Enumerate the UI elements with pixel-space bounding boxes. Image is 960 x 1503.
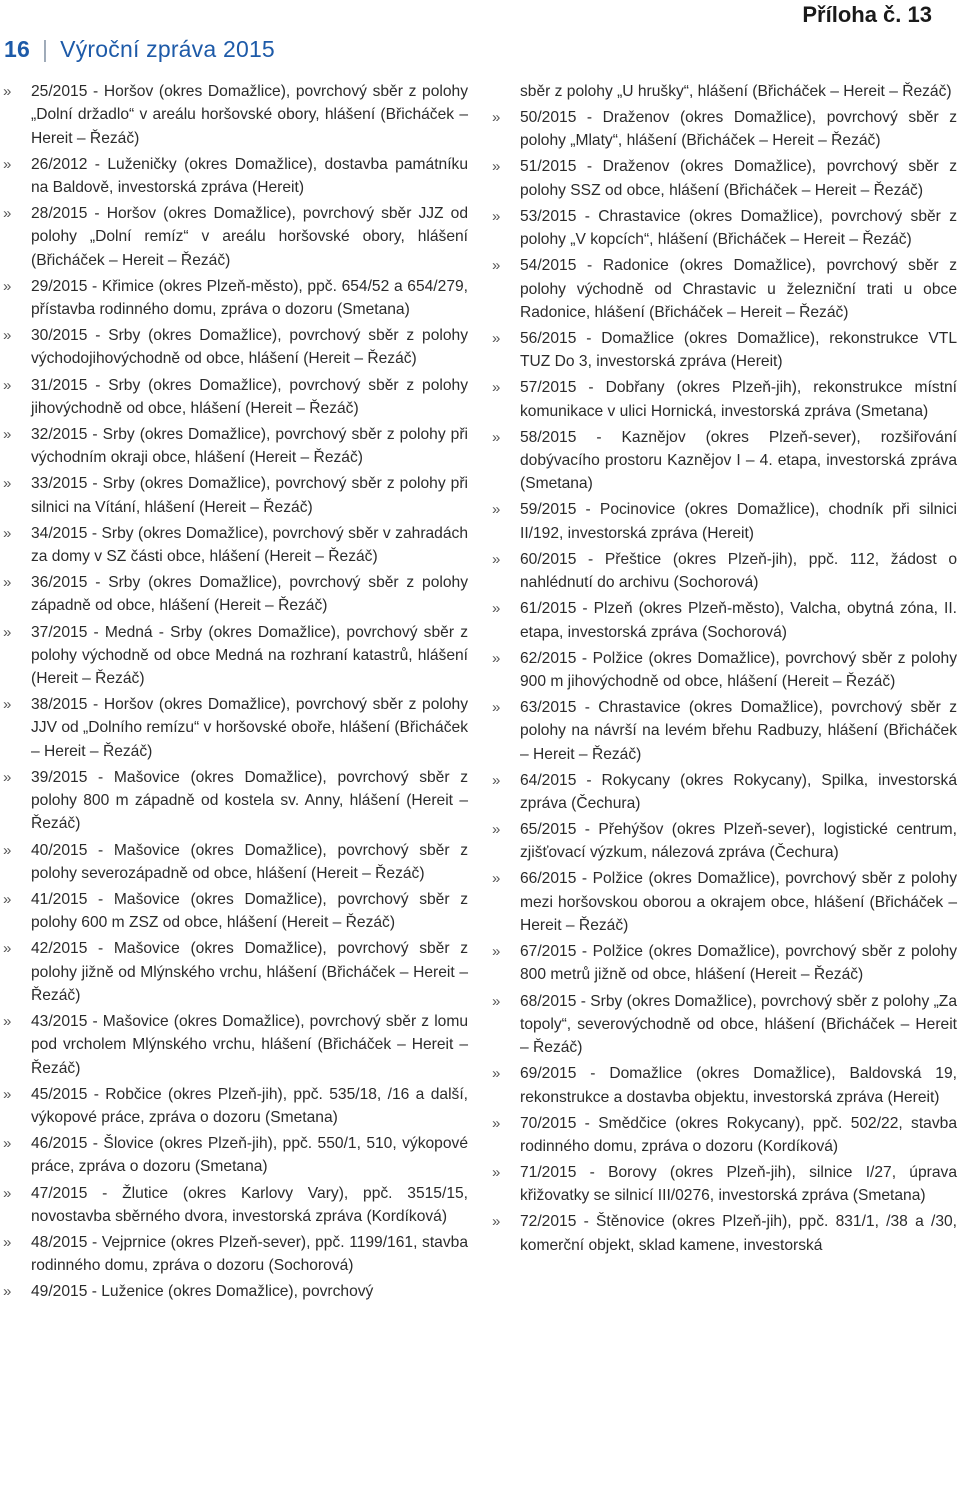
list-item <box>492 597 957 644</box>
list-item-text: 37/2015 - Medná - Srby (okres Domažlice), povrchový sběr z polohy východně od obce Medná na rozhraní katastrů, hlášení (Hereit – Řezáč) <box>31 623 468 688</box>
list-item <box>492 990 957 1060</box>
list-item-text: 60/2015 - Přeštice (okres Plzeň-jih), ppč. 112, žádost o nahlédnutí do archivu (Sochorová) <box>520 550 957 592</box>
annex-label: Příloha č. 13 <box>802 2 932 27</box>
list-item-text: sběr z polohy „U hrušky“, hlášení (Břicháček – Hereit – Řezáč) <box>520 83 952 100</box>
list-item <box>492 647 957 694</box>
bullet-icon: » <box>3 376 12 394</box>
bullet-icon: » <box>492 649 501 667</box>
list-item-text: 63/2015 - Chrastavice (okres Domažlice), povrchový sběr z polohy na návrší na levém břehu Radbuzy, hlášení (Břicháček – Hereit – Řezáč) <box>520 698 957 763</box>
bullet-icon: » <box>492 109 501 127</box>
list-item-text: 53/2015 - Chrastavice (okres Domažlice), povrchový sběr z polohy „V kopcích“, hlášení (Břicháček – Hereit – Řezáč) <box>520 207 957 249</box>
list-item <box>492 155 957 202</box>
list-item <box>3 1231 468 1278</box>
list-item <box>3 1182 468 1229</box>
list-item-text: 38/2015 - Horšov (okres Domažlice), povrchový sběr z polohy JJV od „Dolního remízu“ v horšovské oboře, hlášení (Břicháček – Hereit – Řezáč) <box>31 696 468 760</box>
list-item-text: 25/2015 - Horšov (okres Domažlice), povrchový sběr z polohy „Dolní držadlo“ v areálu horšovské obory, hlášení (Břicháček – Hereit – Řezáč) <box>31 83 468 147</box>
bullet-icon: » <box>492 698 501 716</box>
list-item-text: 56/2015 - Domažlice (okres Domažlice), rekonstrukce VTL TUZ Do 3, investorská zpráva (Hereit) <box>520 329 957 371</box>
bullet-icon: » <box>492 1114 501 1132</box>
bullet-icon: » <box>492 600 501 618</box>
left-column <box>3 80 468 1306</box>
list-item <box>3 202 468 272</box>
bullet-icon: » <box>492 257 501 275</box>
list-item-text: 40/2015 - Mašovice (okres Domažlice), povrchový sběr z polohy severozápadně od obce, hlášení (Hereit – Řezáč) <box>31 841 468 882</box>
list-item-text: 64/2015 - Rokycany (okres Rokycany), Spilka, investorská zpráva (Čechura) <box>520 771 957 812</box>
bullet-icon: » <box>3 841 12 859</box>
list-item-text: 48/2015 - Vejprnice (okres Plzeň-sever), ppč. 1199/161, stavba rodinného domu, zpráva o dozoru (Sochorová) <box>31 1233 468 1275</box>
bullet-icon: » <box>3 524 12 542</box>
list-item <box>3 888 468 935</box>
list-item-text: 68/2015 - Srby (okres Domažlice), povrchový sběr z polohy „Za topoly“, severovýchodně od obce, hlášení (Břicháček – Hereit – Řezáč) <box>520 992 957 1057</box>
list-item <box>3 693 468 763</box>
bullet-icon: » <box>492 771 501 789</box>
bullet-icon: » <box>492 158 501 176</box>
list-item <box>3 275 468 322</box>
bullet-icon: » <box>492 207 501 225</box>
list-item-text: 50/2015 - Draženov (okres Domažlice), povrchový sběr z polohy „Mlaty“, hlášení (Břicháček – Hereit – Řezáč) <box>520 109 957 150</box>
bullet-icon: » <box>492 1164 501 1181</box>
list-item <box>3 423 468 470</box>
list-item-text: 41/2015 - Mašovice (okres Domažlice), povrchový sběr z polohy 600 m ZSZ od obce, hlášení (Hereit – Řezáč) <box>31 890 468 932</box>
bullet-icon: » <box>3 205 12 223</box>
bullet-icon: » <box>492 821 501 839</box>
list-item-text: 29/2015 - Křimice (okres Plzeň-město), ppč. 654/52 a 654/279, přístavba rodinného domu, zpráva o dozoru (Smetana) <box>31 277 468 319</box>
list-item-text: 57/2015 - Dobřany (okres Plzeň-jih), rekonstrukce místní komunikace v ulici Hornická, investorská zpráva (Smetana) <box>520 379 957 420</box>
list-item <box>3 766 468 836</box>
bullet-icon: » <box>3 1085 12 1103</box>
bullet-icon: » <box>492 1213 501 1231</box>
page-number: 16 <box>4 36 30 62</box>
bullet-icon: » <box>3 1233 12 1251</box>
bullet-icon: » <box>492 501 501 519</box>
list-item <box>492 80 957 103</box>
list-item <box>492 106 957 153</box>
list-item-text: 46/2015 - Šlovice (okres Plzeň-jih), ppč. 550/1, 510, výkopové práce, zpráva o dozoru (Smetana) <box>31 1135 468 1176</box>
bullet-icon: » <box>3 425 12 443</box>
list-item <box>3 937 468 1007</box>
list-item-text: 31/2015 - Srby (okres Domažlice), povrchový sběr z polohy jihovýchodně od obce, hlášení (Hereit – Řezáč) <box>31 376 468 417</box>
list-item-text: 67/2015 - Polžice (okres Domažlice), povrchový sběr z polohy 800 metrů jižně od obce, hlášení (Hereit – Řezáč) <box>520 943 957 984</box>
list-item <box>3 1132 468 1179</box>
list-item-text: 49/2015 - Luženice (okres Domažlice), povrchový <box>31 1283 374 1301</box>
list-item-text: 43/2015 - Mašovice (okres Domažlice), povrchový sběr z lomu pod vrcholem Mlýnského vrchu, hlášení (Břicháček – Hereit – Řezáč) <box>31 1013 468 1077</box>
list-item <box>3 472 468 519</box>
list-item <box>492 769 957 816</box>
bullet-icon: » <box>492 870 501 888</box>
bullet-icon: » <box>3 1013 12 1031</box>
list-item <box>3 80 468 150</box>
list-item-text: 70/2015 - Smědčice (okres Rokycany), ppč. 502/22, stavba rodinného domu, zpráva o dozoru (Kordíková) <box>520 1114 957 1155</box>
list-item <box>3 374 468 421</box>
bullet-icon: » <box>3 327 12 345</box>
bullet-icon: » <box>3 1283 12 1301</box>
list-item-text: 39/2015 - Mašovice (okres Domažlice), povrchový sběr z polohy 800 m západně od kostela sv. Anny, hlášení (Hereit – Řezáč) <box>31 768 468 833</box>
bullet-icon: » <box>3 940 12 958</box>
list-item <box>3 522 468 569</box>
list-item-text: 30/2015 - Srby (okres Domažlice), povrchový sběr z polohy východojihovýchodně od obce, hlášení (Hereit – Řezáč) <box>31 327 468 368</box>
bullet-icon: » <box>3 768 12 786</box>
list-item <box>492 1062 957 1109</box>
bullet-icon: » <box>3 83 12 100</box>
list-item-text: 45/2015 - Robčice (okres Plzeň-jih), ppč. 535/18, /16 a další, výkopové práce, zpráva o dozoru (Smetana) <box>31 1085 468 1127</box>
bullet-icon: » <box>3 890 12 908</box>
list-item-text: 65/2015 - Přehýšov (okres Plzeň-sever), logistické centrum, zjišťovací výzkum, nálezová zpráva (Čechura) <box>520 821 957 862</box>
list-item <box>3 1010 468 1080</box>
list-item-text: 54/2015 - Radonice (okres Domažlice), povrchový sběr z polohy východně od Chrastavic u železniční trati u obce Radonice, hlášení (Břicháček – Hereit – Řezáč) <box>520 257 957 321</box>
bullet-icon: » <box>492 992 501 1010</box>
bullet-icon: » <box>3 155 12 173</box>
list-item-text: 61/2015 - Plzeň (okres Plzeň-město), Valcha, obytná zóna, II. etapa, investorská zpráva (Sochorová) <box>520 600 957 641</box>
list-item <box>3 621 468 691</box>
bullet-icon: » <box>492 428 501 446</box>
list-item-text: 42/2015 - Mašovice (okres Domažlice), povrchový sběr z polohy jižně od Mlýnského vrchu, hlášení (Břicháček – Hereit – Řezáč) <box>31 940 468 1004</box>
list-item-text: 32/2015 - Srby (okres Domažlice), povrchový sběr z polohy při východním okraji obce, hlášení (Hereit – Řezáč) <box>31 425 468 467</box>
list-item <box>492 1161 957 1208</box>
page-header <box>4 36 275 63</box>
list-item-text: 59/2015 - Pocinovice (okres Domažlice), chodník při silnici II/192, investorská zpráva (Hereit) <box>520 501 957 542</box>
list-item <box>492 867 957 937</box>
list-item-text: 51/2015 - Draženov (okres Domažlice), povrchový sběr z polohy SSZ od obce, hlášení (Břicháček – Hereit – Řezáč) <box>520 158 957 199</box>
bullet-icon: » <box>492 329 501 347</box>
list-item-text: 62/2015 - Polžice (okres Domažlice), povrchový sběr z polohy 900 m jihovýchodně od obce, hlášení (Hereit – Řezáč) <box>520 649 957 690</box>
bullet-icon: » <box>3 574 12 592</box>
list-item <box>3 839 468 886</box>
list-item <box>492 818 957 865</box>
list-item-text: 66/2015 - Polžice (okres Domažlice), povrchový sběr z polohy mezi horšovskou oborou a okrajem obce, hlášení (Břicháček – Hereit – Řezáč) <box>520 870 957 935</box>
bullet-icon: » <box>3 696 12 714</box>
list-item <box>3 571 468 618</box>
bullet-icon: » <box>3 1184 12 1202</box>
list-item <box>492 1112 957 1159</box>
list-item-text: 47/2015 - Žlutice (okres Karlovy Vary), ppč. 3515/15, novostavba sběrného dvora, investorská zpráva (Kordíková) <box>31 1184 468 1225</box>
list-item <box>492 376 957 423</box>
bullet-icon: » <box>492 379 501 397</box>
list-item-text: 33/2015 - Srby (okres Domažlice), povrchový sběr z polohy při silnici na Vítání, hlášení (Hereit – Řezáč) <box>31 475 468 516</box>
list-item <box>492 426 957 496</box>
list-item-text: 72/2015 - Štěnovice (okres Plzeň-jih), ppč. 831/1, /38 a /30, komerční objekt, sklad kamene, investorská <box>520 1213 957 1254</box>
list-item <box>492 940 957 987</box>
bullet-icon: » <box>3 623 12 641</box>
list-item-text: 36/2015 - Srby (okres Domažlice), povrchový sběr z polohy západně od obce, hlášení (Hereit – Řezáč) <box>31 574 468 615</box>
publication-title: Výroční zpráva 2015 <box>60 36 275 62</box>
right-column <box>492 80 957 1260</box>
list-item <box>3 1280 468 1303</box>
list-item-text: 34/2015 - Srby (okres Domažlice), povrchový sběr v zahradách za domy v SZ části obce, hlášení (Hereit – Řezáč) <box>31 524 468 566</box>
bullet-icon: » <box>3 475 12 493</box>
list-item <box>492 498 957 545</box>
list-item <box>492 254 957 324</box>
bullet-icon: » <box>492 1065 501 1083</box>
list-item-text: 58/2015 - Kaznějov (okres Plzeň-sever), rozšiřování dobývacího prostoru Kaznějov I – 4. etapa, investorská zpráva (Smetana) <box>520 428 957 493</box>
list-item <box>492 548 957 595</box>
list-item-text: 71/2015 - Borovy (okres Plzeň-jih), silnice I/27, úprava křižovatky se silnicí III/0276, investorská zpráva (Smetana) <box>520 1164 957 1205</box>
list-item <box>492 327 957 374</box>
list-item <box>3 1083 468 1130</box>
list-item <box>492 1210 957 1257</box>
list-item <box>492 205 957 252</box>
list-item-text: 28/2015 - Horšov (okres Domažlice), povrchový sběr JJZ od polohy „Dolní remíz“ v areálu horšovské obory, hlášení (Břicháček – Hereit – Řezáč) <box>31 205 468 269</box>
list-item-text: 69/2015 - Domažlice (okres Domažlice), Baldovská 19, rekonstrukce a dostavba objektu, investorská zpráva (Hereit) <box>520 1065 957 1106</box>
list-item <box>492 696 957 766</box>
bullet-icon: » <box>492 943 501 961</box>
bullet-icon: » <box>3 277 12 295</box>
bullet-icon: » <box>492 550 501 568</box>
header-separator: | <box>41 36 49 62</box>
list-item <box>3 324 468 371</box>
list-item-text: 26/2012 - Luženičky (okres Domažlice), dostavba památníku na Baldově, investorská zpráva (Hereit) <box>31 155 468 196</box>
bullet-icon: » <box>3 1135 12 1153</box>
list-item <box>3 153 468 200</box>
